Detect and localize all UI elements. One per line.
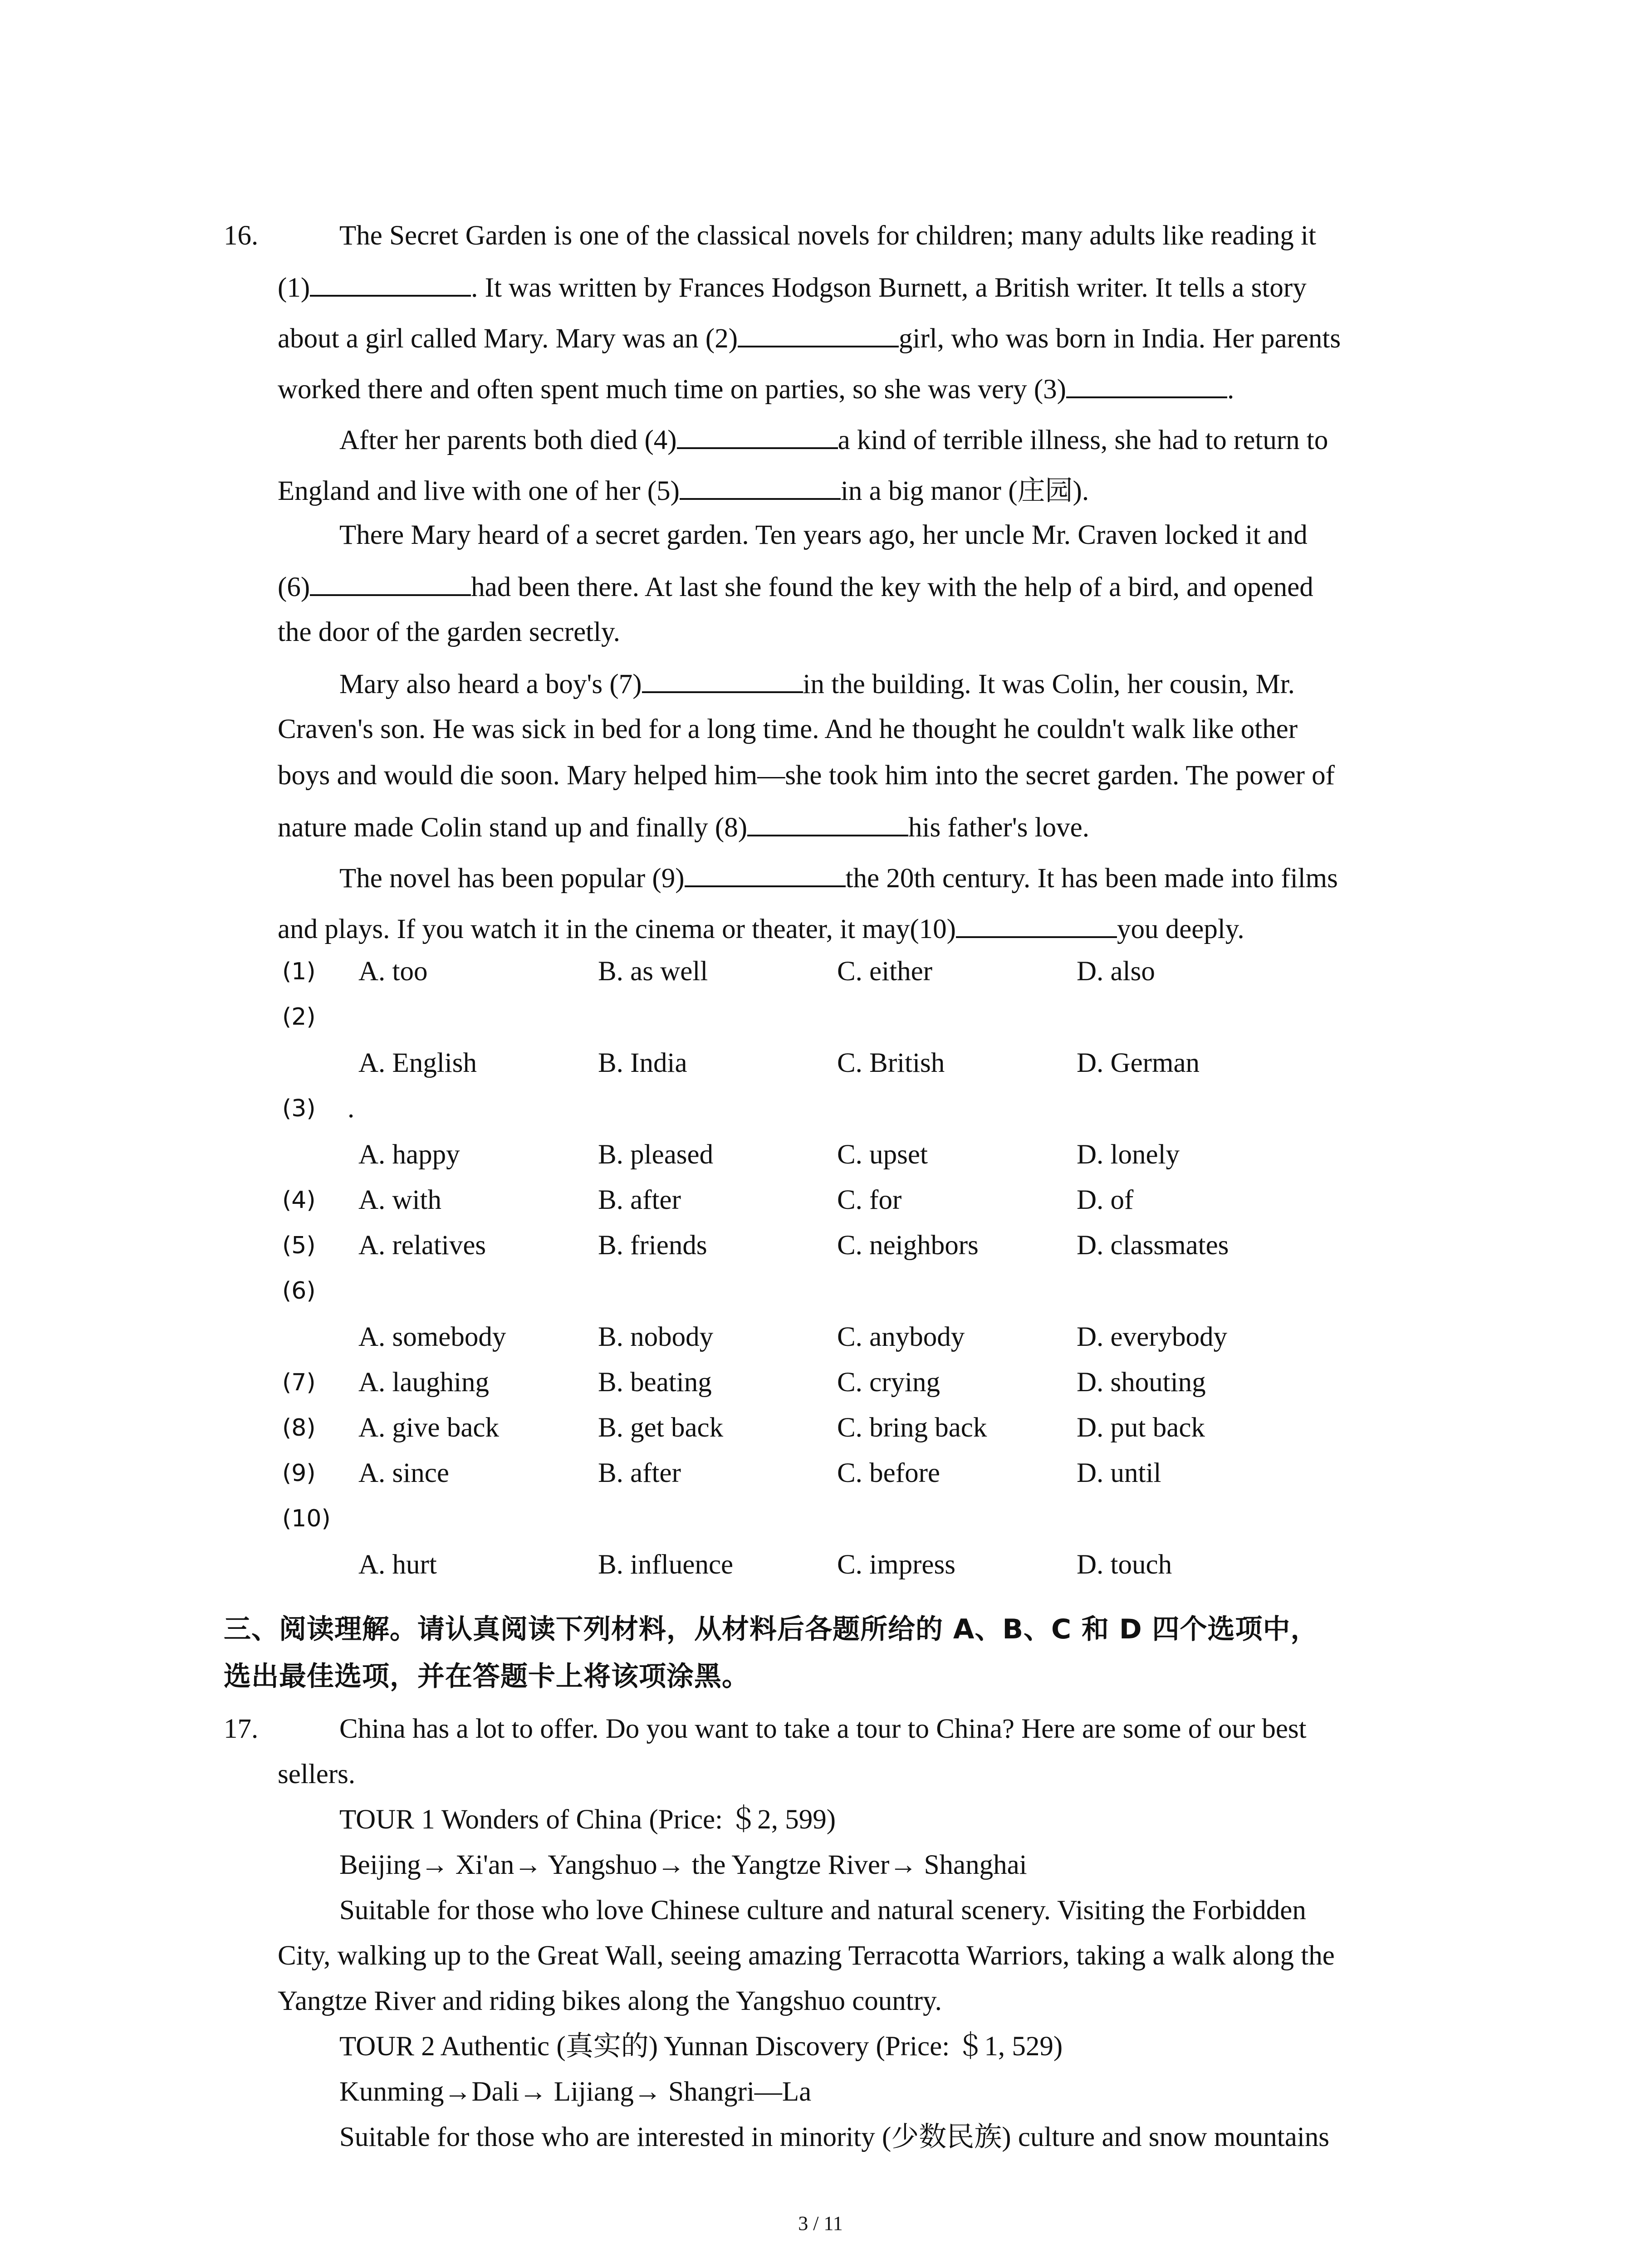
- q16-line: and plays. If you watch it in the cinema or theater, it may(10) you deeply.: [278, 910, 1244, 948]
- option-number: (2): [282, 1003, 316, 1031]
- option-b[interactable]: B. get back: [598, 1413, 724, 1443]
- option-stem: .: [348, 1093, 355, 1124]
- option-d[interactable]: D. also: [1077, 956, 1155, 987]
- option-c[interactable]: C. either: [837, 956, 933, 987]
- question-16-number: 16.: [224, 220, 259, 251]
- option-number: (10): [282, 1505, 331, 1532]
- option-c[interactable]: C. British: [837, 1048, 945, 1078]
- option-c[interactable]: C. upset: [837, 1139, 928, 1170]
- q17-line: sellers.: [278, 1759, 356, 1789]
- option-a[interactable]: A. somebody: [358, 1322, 506, 1352]
- option-number: (7): [282, 1369, 316, 1396]
- answer-blank-4: [677, 421, 838, 449]
- q16-line: The Secret Garden is one of the classical novels for children; many adults like reading it: [339, 220, 1316, 251]
- answer-blank-9: [685, 859, 846, 887]
- tour1-description: Yangtze River and riding bikes along the Yangshuo country.: [278, 1986, 942, 2016]
- option-b[interactable]: B. pleased: [598, 1139, 714, 1170]
- q16-line: about a girl called Mary. Mary was an (2) girl, who was born in India. Her parents: [278, 319, 1341, 357]
- option-c[interactable]: C. for: [837, 1185, 902, 1215]
- option-a[interactable]: A. relatives: [358, 1230, 486, 1261]
- option-b[interactable]: B. nobody: [598, 1322, 714, 1352]
- option-c[interactable]: C. neighbors: [837, 1230, 979, 1261]
- option-number: (3): [282, 1095, 316, 1122]
- option-d[interactable]: D. until: [1077, 1458, 1161, 1488]
- option-b[interactable]: B. as well: [598, 956, 708, 987]
- option-number: (4): [282, 1187, 316, 1214]
- option-b[interactable]: B. beating: [598, 1367, 712, 1398]
- option-number: (8): [282, 1414, 316, 1442]
- tour2-title: TOUR 2 Authentic (真实的) Yunnan Discovery (Price: ＄1, 529): [339, 2031, 1063, 2062]
- option-b[interactable]: B. influence: [598, 1549, 734, 1580]
- q16-line: England and live with one of her (5) in a big manor (庄园).: [278, 472, 1089, 509]
- option-b[interactable]: B. after: [598, 1458, 681, 1488]
- q17-line: China has a lot to offer. Do you want to take a tour to China? Here are some of our best: [339, 1714, 1307, 1744]
- option-c[interactable]: C. before: [837, 1458, 940, 1488]
- q16-line: Mary also heard a boy's (7) in the building. It was Colin, her cousin, Mr.: [339, 665, 1295, 703]
- q16-line: nature made Colin stand up and finally (8) his father's love.: [278, 808, 1089, 846]
- question-17-number: 17.: [224, 1714, 259, 1744]
- option-d[interactable]: D. lonely: [1077, 1139, 1180, 1170]
- option-d[interactable]: D. classmates: [1077, 1230, 1229, 1261]
- option-c[interactable]: C. bring back: [837, 1413, 987, 1443]
- tour2-description: Suitable for those who are interested in minority (少数民族) culture and snow mountains: [339, 2122, 1330, 2152]
- option-a[interactable]: A. with: [358, 1185, 441, 1215]
- tour1-route: Beijing→ Xi'an→ Yangshuo→ the Yangtze River→ Shanghai: [339, 1850, 1027, 1880]
- section-heading: 选出最佳选项，并在答题卡上将该项涂黑。: [224, 1661, 749, 1692]
- option-a[interactable]: A. since: [358, 1458, 449, 1488]
- q16-line: boys and would die soon. Mary helped him—she took him into the secret garden. The power of: [278, 760, 1335, 791]
- option-a[interactable]: A. laughing: [358, 1367, 490, 1398]
- option-number: (5): [282, 1232, 316, 1259]
- answer-blank-3: [1066, 370, 1227, 398]
- answer-blank-7: [642, 665, 803, 693]
- page-number: 3 / 11: [798, 2212, 843, 2234]
- option-number: (1): [282, 958, 316, 985]
- option-a[interactable]: A. too: [358, 956, 428, 987]
- option-d[interactable]: D. everybody: [1077, 1322, 1228, 1352]
- option-c[interactable]: C. anybody: [837, 1322, 965, 1352]
- option-d[interactable]: D. touch: [1077, 1549, 1172, 1580]
- tour1-description: City, walking up to the Great Wall, seeing amazing Terracotta Warriors, taking a walk along the: [278, 1941, 1335, 1971]
- tour1-description: Suitable for those who love Chinese culture and natural scenery. Visiting the Forbidden: [339, 1895, 1306, 1926]
- answer-blank-1: [310, 269, 471, 297]
- answer-blank-2: [738, 319, 899, 347]
- option-d[interactable]: D. shouting: [1077, 1367, 1206, 1398]
- answer-blank-8: [747, 808, 908, 836]
- tour1-title: TOUR 1 Wonders of China (Price: ＄2, 599): [339, 1804, 836, 1835]
- q16-line: After her parents both died (4) a kind of terrible illness, she had to return to: [339, 421, 1328, 459]
- q16-line: the door of the garden secretly.: [278, 617, 620, 647]
- option-d[interactable]: D. put back: [1077, 1413, 1205, 1443]
- option-d[interactable]: D. German: [1077, 1048, 1200, 1078]
- q16-line: The novel has been popular (9) the 20th century. It has been made into films: [339, 859, 1338, 897]
- option-b[interactable]: B. India: [598, 1048, 687, 1078]
- option-b[interactable]: B. friends: [598, 1230, 707, 1261]
- q16-line: Craven's son. He was sick in bed for a long time. And he thought he couldn't walk like other: [278, 714, 1298, 744]
- option-a[interactable]: A. happy: [358, 1139, 460, 1170]
- option-a[interactable]: A. English: [358, 1048, 477, 1078]
- option-d[interactable]: D. of: [1077, 1185, 1134, 1215]
- answer-blank-10: [956, 910, 1117, 938]
- q16-line: worked there and often spent much time on parties, so she was very (3) .: [278, 370, 1234, 408]
- answer-blank-5: [680, 472, 841, 500]
- q16-line: (1) . It was written by Frances Hodgson Burnett, a British writer. It tells a story: [278, 269, 1307, 306]
- option-a[interactable]: A. hurt: [358, 1549, 437, 1580]
- option-a[interactable]: A. give back: [358, 1413, 499, 1443]
- option-number: (9): [282, 1460, 316, 1487]
- option-c[interactable]: C. impress: [837, 1549, 955, 1580]
- answer-blank-6: [310, 568, 471, 596]
- section-heading: 三、阅读理解。请认真阅读下列材料，从材料后各题所给的 A、B、C 和 D 四个选项中，: [224, 1613, 1318, 1645]
- q16-line: There Mary heard of a secret garden. Ten years ago, her uncle Mr. Craven locked it and: [339, 520, 1308, 550]
- option-c[interactable]: C. crying: [837, 1367, 941, 1398]
- q16-line: (6) had been there. At last she found the key with the help of a bird, and opened: [278, 568, 1313, 606]
- option-b[interactable]: B. after: [598, 1185, 681, 1215]
- option-number: (6): [282, 1277, 316, 1305]
- tour2-route: Kunming→Dali→ Lijiang→ Shangri—La: [339, 2077, 812, 2107]
